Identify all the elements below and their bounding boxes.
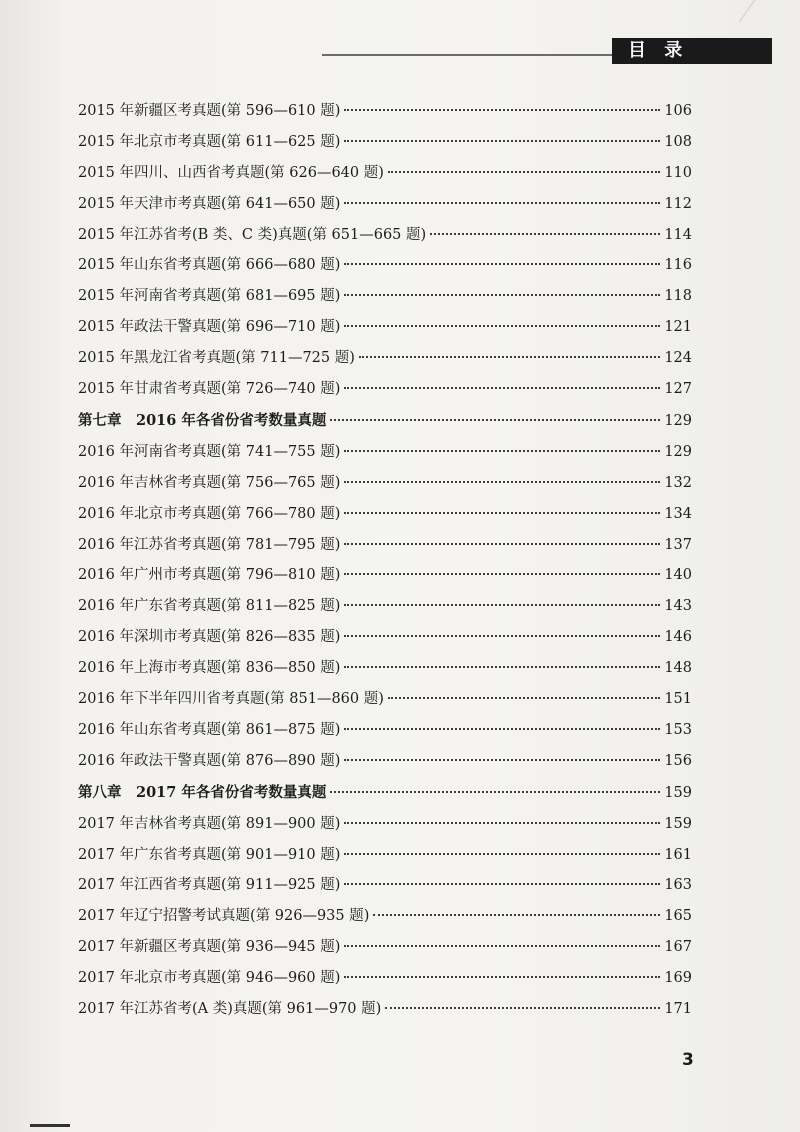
- dot-leader: [344, 728, 660, 730]
- dot-leader: [344, 822, 660, 824]
- dot-leader: [344, 543, 660, 545]
- toc-chapter-entry[interactable]: [78, 777, 692, 809]
- dot-leader: [344, 666, 660, 668]
- toc-entry[interactable]: [78, 96, 692, 127]
- toc-entry[interactable]: [78, 560, 692, 591]
- toc-entry-page: 169: [664, 970, 692, 987]
- scan-corner-mark: [738, 0, 785, 22]
- toc-entry[interactable]: [78, 220, 692, 251]
- toc-entry-title: 2015 年江苏省考(B 类、C 类)真题(第 651—665 题): [78, 226, 427, 243]
- toc-entry-title: 2016 年广州市考真题(第 796—810 题): [78, 567, 341, 584]
- dot-leader: [344, 109, 660, 111]
- toc-entry[interactable]: [78, 189, 692, 220]
- toc-entry[interactable]: [78, 281, 692, 312]
- toc-entry[interactable]: [78, 437, 692, 468]
- dot-leader: [344, 294, 660, 296]
- toc-entry-title: 第八章 2017 年各省份省考数量真题: [78, 783, 327, 801]
- toc-entry[interactable]: [78, 653, 692, 684]
- toc-entry-title: 2015 年新疆区考真题(第 596—610 题): [78, 103, 341, 119]
- toc-entry[interactable]: [78, 343, 692, 374]
- dot-leader: [359, 356, 660, 358]
- dot-leader: [373, 914, 660, 916]
- toc-entry-title: 2017 年辽宁招警考试真题(第 926—935 题): [78, 908, 370, 925]
- dot-leader: [385, 1007, 660, 1009]
- toc-entry-page: 129: [664, 412, 692, 429]
- toc-entry[interactable]: [78, 932, 692, 963]
- dot-leader: [344, 450, 660, 452]
- scan-edge-mark: [30, 1124, 70, 1127]
- toc-entry-title: 2017 年广东省考真题(第 901—910 题): [78, 846, 341, 863]
- toc-entry-page: 116: [664, 257, 692, 274]
- toc-entry-title: 2017 年江西省考真题(第 911—925 题): [78, 877, 341, 894]
- dot-leader: [430, 233, 660, 235]
- toc-entry[interactable]: [78, 901, 692, 932]
- toc-entry-title: 2016 年广东省考真题(第 811—825 题): [78, 598, 341, 615]
- dot-leader: [344, 573, 660, 575]
- toc-entry-title: 2016 年吉林省考真题(第 756—765 题): [78, 474, 341, 491]
- toc-entry-page: 153: [664, 721, 692, 738]
- table-of-contents: [78, 96, 692, 1025]
- dot-leader: [344, 976, 660, 978]
- toc-entry-page: 121: [664, 319, 692, 336]
- toc-entry-title: 2016 年山东省考真题(第 861—875 题): [78, 721, 341, 738]
- toc-entry-page: 140: [664, 567, 692, 584]
- toc-entry-title: 2015 年山东省考真题(第 666—680 题): [78, 257, 341, 274]
- toc-entry-page: 165: [664, 908, 692, 925]
- toc-entry-title: 2017 年江苏省考(A 类)真题(第 961—970 题): [78, 1001, 382, 1018]
- toc-entry[interactable]: [78, 250, 692, 281]
- toc-entry-title: 2017 年新疆区考真题(第 936—945 题): [78, 939, 341, 956]
- dot-leader: [388, 171, 660, 173]
- toc-entry[interactable]: [78, 963, 692, 994]
- toc-entry[interactable]: [78, 499, 692, 530]
- toc-entry[interactable]: [78, 312, 692, 343]
- toc-entry-page: 112: [664, 195, 692, 212]
- toc-entry-title: 2016 年上海市考真题(第 836—850 题): [78, 660, 341, 677]
- dot-leader: [344, 481, 660, 483]
- toc-entry-title: 2015 年天津市考真题(第 641—650 题): [78, 195, 341, 212]
- toc-entry[interactable]: [78, 468, 692, 499]
- dot-leader: [330, 791, 660, 793]
- toc-entry[interactable]: [78, 870, 692, 901]
- dot-leader: [344, 387, 660, 389]
- toc-entry-title: 2016 年下半年四川省考真题(第 851—860 题): [78, 691, 384, 708]
- toc-entry-title: 2017 年吉林省考真题(第 891—900 题): [78, 815, 341, 832]
- toc-entry-page: 151: [664, 691, 692, 708]
- dot-leader: [344, 759, 660, 761]
- dot-leader: [344, 635, 660, 637]
- dot-leader: [344, 883, 660, 885]
- toc-entry-title: 2016 年政法干警真题(第 876—890 题): [78, 752, 341, 769]
- toc-entry-page: 129: [664, 443, 692, 460]
- toc-entry[interactable]: [78, 809, 692, 840]
- toc-entry-page: 127: [664, 381, 692, 398]
- dot-leader: [344, 140, 660, 142]
- dot-leader: [344, 263, 660, 265]
- toc-entry[interactable]: [78, 622, 692, 653]
- dot-leader: [344, 853, 660, 855]
- section-header-title: 目 录: [628, 40, 689, 61]
- toc-entry-page: 159: [664, 784, 692, 801]
- toc-entry-title: 2015 年北京市考真题(第 611—625 题): [78, 133, 341, 150]
- toc-entry-title: 2015 年甘肃省考真题(第 726—740 题): [78, 381, 341, 398]
- page-number: 3: [682, 1050, 694, 1070]
- toc-entry-page: 156: [664, 752, 692, 769]
- toc-chapter-entry[interactable]: [78, 405, 692, 437]
- toc-entry-page: 134: [664, 505, 692, 522]
- toc-entry[interactable]: [78, 715, 692, 746]
- dot-leader: [344, 512, 660, 514]
- toc-entry-title: 第七章 2016 年各省份省考数量真题: [78, 411, 327, 429]
- toc-entry-page: 148: [664, 660, 692, 677]
- toc-entry-title: 2015 年河南省考真题(第 681—695 题): [78, 288, 341, 305]
- toc-entry[interactable]: [78, 746, 692, 777]
- toc-entry-title: 2015 年黑龙江省考真题(第 711—725 题): [78, 350, 355, 367]
- dot-leader: [388, 697, 660, 699]
- dot-leader: [344, 325, 660, 327]
- toc-entry-page: 146: [664, 629, 692, 646]
- toc-entry-title: 2016 年深圳市考真题(第 826—835 题): [78, 629, 341, 646]
- toc-entry-page: 132: [664, 474, 692, 491]
- toc-entry-page: 114: [664, 226, 692, 243]
- toc-entry[interactable]: [78, 530, 692, 561]
- toc-entry[interactable]: [78, 994, 692, 1025]
- toc-entry-page: 143: [664, 598, 692, 615]
- toc-entry-page: 159: [664, 815, 692, 832]
- toc-entry-title: 2015 年政法干警真题(第 696—710 题): [78, 319, 341, 336]
- toc-entry-page: 110: [664, 164, 692, 181]
- dot-leader: [344, 202, 660, 204]
- toc-entry-page: 137: [664, 536, 692, 553]
- toc-entry[interactable]: [78, 374, 692, 405]
- toc-entry-title: 2016 年河南省考真题(第 741—755 题): [78, 443, 341, 460]
- toc-entry-page: 167: [664, 939, 692, 956]
- toc-entry-page: 161: [664, 846, 692, 863]
- toc-entry-page: 163: [664, 877, 692, 894]
- dot-leader: [344, 604, 660, 606]
- toc-entry-page: 108: [664, 133, 692, 150]
- toc-entry-title: 2017 年北京市考真题(第 946—960 题): [78, 970, 341, 987]
- header-rule: [322, 54, 612, 56]
- toc-entry-title: 2016 年江苏省考真题(第 781—795 题): [78, 536, 341, 553]
- toc-entry-page: 118: [664, 288, 692, 305]
- toc-entry-title: 2015 年四川、山西省考真题(第 626—640 题): [78, 164, 384, 181]
- toc-entry[interactable]: [78, 158, 692, 189]
- section-header: [612, 38, 772, 64]
- dot-leader: [330, 419, 660, 421]
- toc-entry-page: 106: [664, 103, 692, 119]
- toc-entry[interactable]: [78, 127, 692, 158]
- toc-entry-title: 2016 年北京市考真题(第 766—780 题): [78, 505, 341, 522]
- toc-entry-page: 171: [664, 1001, 692, 1018]
- toc-entry[interactable]: [78, 840, 692, 871]
- toc-entry[interactable]: [78, 684, 692, 715]
- dot-leader: [344, 945, 660, 947]
- toc-entry-page: 124: [664, 350, 692, 367]
- toc-entry[interactable]: [78, 591, 692, 622]
